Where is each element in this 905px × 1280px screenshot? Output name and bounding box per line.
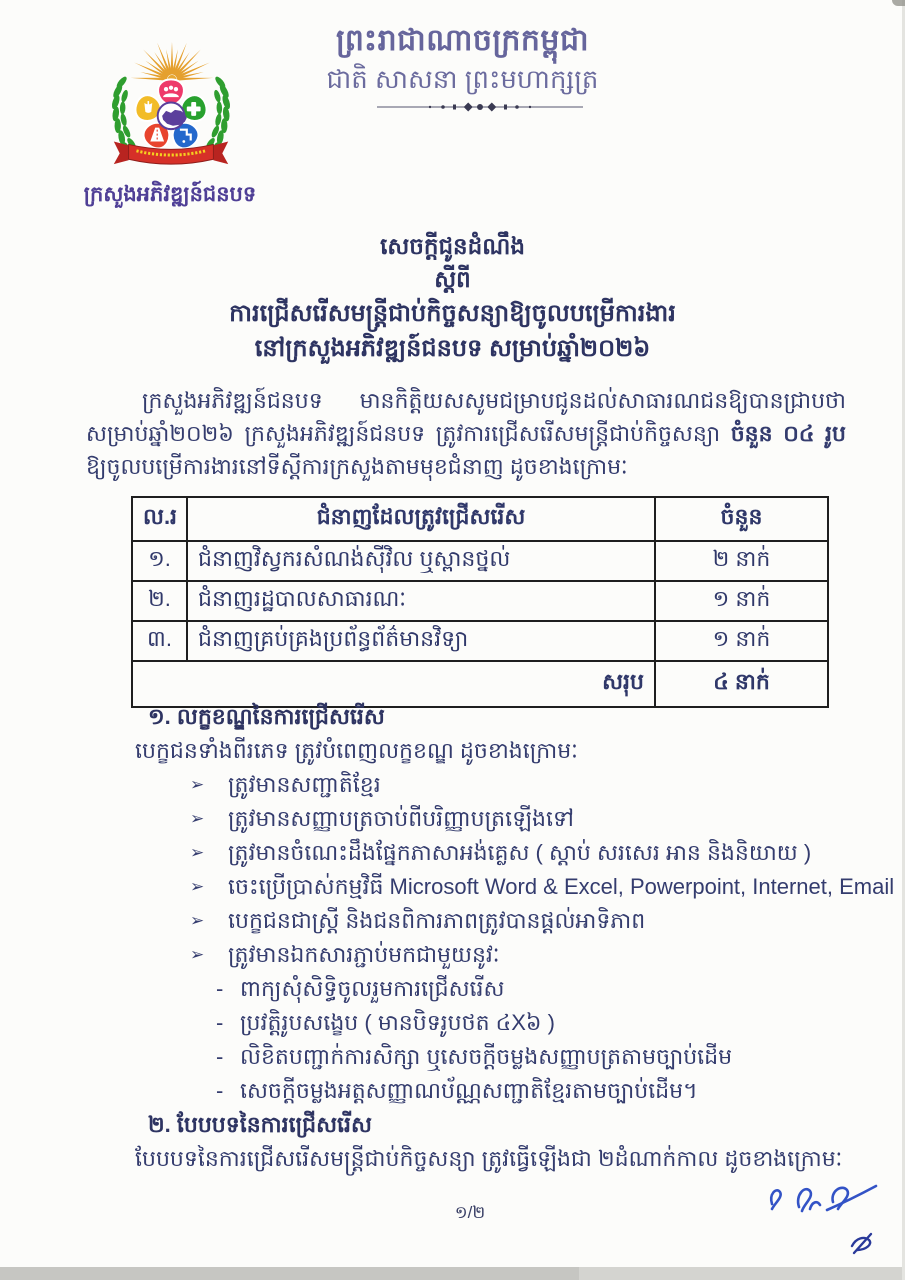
document-body [0,700,905,1176]
bullet-text: ត្រូវមានសញ្ជាតិខ្មែរ [228,772,381,797]
table-row [132,541,828,581]
bullet-text: ចេះប្រើប្រាស់កម្មវិធី Microsoft Word & Excel, Powerpoint, Internet, Email [228,874,895,899]
sub-list-item [216,1040,905,1074]
list-item [190,904,905,938]
kingdom-title: ព្រះរាជាណាចក្រកម្ពុជា [335,24,590,57]
dash-bullet-icon: - [216,1078,224,1103]
sub-item-text: លិខិតបញ្ជាក់ការសិក្សា ឬសេចក្តីចម្លងសញ្ញាបត្រតាមច្បាប់ដើម [240,1044,733,1069]
list-item [190,938,905,972]
row-no: ២. [132,581,187,621]
vacancy-table [131,496,829,708]
total-label: សរុប [132,661,655,707]
divider-ornament-icon [375,100,585,114]
emblem-rays [131,42,214,84]
handwritten-corner-mark [846,1226,878,1263]
section-1-intro: បេក្ខជនទាំងពីរភេទ ត្រូវបំពេញលក្ខខណ្ឌ ដូចខាងក្រោមៈ [135,738,578,763]
sub-list-item [216,1074,905,1108]
row-count: ១ នាក់ [655,621,828,661]
bullet-text: ត្រូវមានសញ្ញាបត្រចាប់ពីបរិញ្ញាបត្រឡើងទៅ [228,806,574,831]
list-item [190,802,905,836]
bullet-text: ត្រូវមានចំណេះដឹងផ្នែកភាសាអង់គ្លេស ( ស្តាប់ សរសេរ អាន និងនិយាយ ) [228,840,812,865]
dash-bullet-icon: - [216,1044,224,1069]
arrow-bullet-icon: ➢ [190,911,205,930]
scan-corner-artifact [892,0,905,6]
row-field: ជំនាញវិស្វករសំណង់ស៊ីវិល ឬស្ពានថ្នល់ [187,541,655,581]
intro-text-after: ឱ្យចូលបម្រើការងារនៅទីស្តីការក្រសួងតាមមុខជំនាញ ដូចខាងក្រោមៈ [86,454,628,479]
section-1-heading: ១. លក្ខខណ្ឌនៃការជ្រើសរើស [148,704,385,729]
handwritten-initials [763,1178,878,1227]
arrow-bullet-icon: ➢ [190,877,205,896]
arrow-bullet-icon: ➢ [190,809,205,828]
page-number: ១/២ [454,1203,486,1222]
col-header-no: ល.រ [132,497,187,541]
bullet-text: បេក្ខជនជាស្ត្រី និងជនពិការភាពត្រូវបានផ្តល់អាទិភាព [228,908,646,933]
sub-list-item [216,972,905,1006]
row-no: ៣. [132,621,187,661]
row-count: ១ នាក់ [655,581,828,621]
title-regarding: ស្តីពី [434,266,471,292]
ministry-name: ក្រសួងអភិវឌ្ឍន៍ជនបទ [83,183,257,206]
arrow-bullet-icon: ➢ [190,775,205,794]
list-item [190,836,905,870]
document-title [0,230,905,366]
section-2-heading: ២. បែបបទនៃការជ្រើសរើស [148,1112,372,1137]
intro-text-before: ក្រសួងអភិវឌ្ឍន៍ជនបទ មានកិត្តិយសសូមជម្រាបជូនដល់សាធារណជនឱ្យបានជ្រាបថា សម្រាប់ឆ្នាំ២០២៦ ក្រសួងអភិវឌ្ឍន៍ជនបទ ត្រូវការជ្រើសរើសមន្ត្រីជាប់កិច្ចសន្យា [86,388,846,446]
row-count: ២ នាក់ [655,541,828,581]
scan-bottom-edge [0,1267,905,1280]
national-motto: ជាតិ សាសនា ព្រះមហាក្សត្រ [326,64,599,94]
title-subject-line-1: ការជ្រើសរើសមន្ត្រីជាប់កិច្ចសន្យាឱ្យចូលបម្រើការងារ [229,300,676,327]
intro-count-bold: ចំនួន ០៤ រូប [730,421,847,446]
dash-bullet-icon: - [216,1010,224,1035]
sub-list-item [216,1006,905,1040]
bullet-text: ត្រូវមានឯកសារភ្ជាប់មកជាមួយនូវៈ [228,942,500,967]
sub-item-text: ពាក្យសុំសិទ្ធិចូលរួមការជ្រើសរើស [240,976,505,1001]
ministry-emblem-icon [97,33,245,176]
title-announcement: សេចក្តីជូនដំណឹង [380,233,525,259]
sub-item-text: ប្រវត្តិរូបសង្ខេប ( មានបិទរូបថត ៤X៦ ) [240,1010,555,1035]
list-item [190,870,905,904]
table-row [132,621,828,661]
arrow-bullet-icon: ➢ [190,945,205,964]
list-item [190,768,905,802]
col-header-field: ជំនាញដែលត្រូវជ្រើសរើស [187,497,655,541]
section-2-intro: បែបបទនៃការជ្រើសរើសមន្ត្រីជាប់កិច្ចសន្យា ត្រូវធ្វើឡើងជា ២ដំណាក់កាល ដូចខាងក្រោមៈ [135,1146,843,1171]
arrow-bullet-icon: ➢ [190,843,205,862]
col-header-count: ចំនួន [655,497,828,541]
intro-paragraph [86,384,846,483]
table-row [132,581,828,621]
row-field: ជំនាញរដ្ឋបាលសាធារណៈ [187,581,655,621]
table-header-row [132,497,828,541]
row-field: ជំនាញគ្រប់គ្រងប្រព័ន្ធព័ត៌មានវិទ្យា [187,621,655,661]
dash-bullet-icon: - [216,976,224,1001]
sub-item-text: សេចក្តីចម្លងអត្តសញ្ញាណប័ណ្ណសញ្ជាតិខ្មែរតាមច្បាប់ដើម។ [240,1078,698,1103]
title-subject-line-2: នៅក្រសួងអភិវឌ្ឍន៍ជនបទ សម្រាប់ឆ្នាំ២០២៦ [254,335,651,362]
emblem-ribbon [114,141,228,164]
total-value: ៤ នាក់ [655,661,828,707]
row-no: ១. [132,541,187,581]
